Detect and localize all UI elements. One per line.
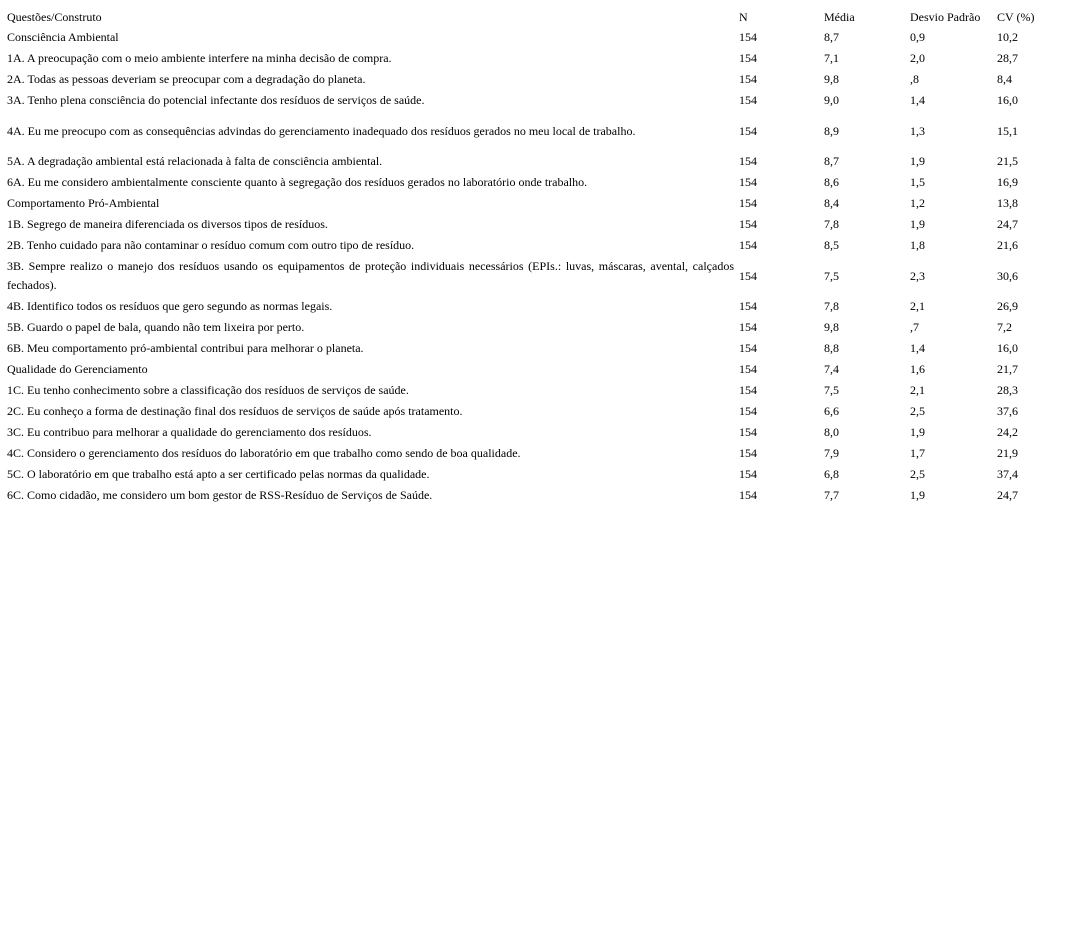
- table-row: [6, 401, 1082, 422]
- std-dev-cell: 1,4: [910, 93, 925, 107]
- statistics-table-container: [6, 8, 1082, 506]
- table-row: [6, 422, 1082, 443]
- cv-cell: 13,8: [997, 196, 1018, 210]
- std-dev-cell: 1,6: [910, 362, 925, 376]
- mean-cell: 7,8: [824, 299, 839, 313]
- n-cell: 154: [739, 488, 757, 502]
- n-cell: 154: [739, 196, 757, 210]
- std-dev-cell: 2,1: [910, 383, 925, 397]
- cv-cell: 28,7: [997, 51, 1018, 65]
- n-cell: 154: [739, 123, 757, 138]
- cv-cell: 16,0: [997, 341, 1018, 355]
- question-cell: 2B. Tenho cuidado para não contaminar o resíduo comum com outro tipo de resíduo.: [7, 238, 415, 252]
- std-dev-cell: 2,3: [910, 268, 925, 283]
- table-row: [6, 27, 1082, 48]
- cv-cell: 28,3: [997, 383, 1018, 397]
- mean-cell: 7,8: [824, 217, 839, 231]
- cv-cell: 16,9: [997, 175, 1018, 189]
- std-dev-cell: 2,0: [910, 51, 925, 65]
- mean-cell: 9,8: [824, 72, 839, 86]
- table-row: [6, 338, 1082, 359]
- cv-cell: 16,0: [997, 93, 1018, 107]
- table-row: [6, 193, 1082, 214]
- header-n: N: [739, 10, 748, 24]
- table-row: [6, 48, 1082, 69]
- mean-cell: 7,9: [824, 446, 839, 460]
- std-dev-cell: 2,5: [910, 467, 925, 481]
- std-dev-cell: 1,9: [910, 154, 925, 168]
- table-row: [6, 443, 1082, 464]
- question-cell: 6C. Como cidadão, me considero um bom gestor de RSS-Resíduo de Serviços de Saúde.: [7, 488, 433, 502]
- std-dev-cell: 1,9: [910, 425, 925, 439]
- cv-cell: 24,7: [997, 217, 1018, 231]
- mean-cell: 8,6: [824, 175, 839, 189]
- cv-cell: 21,9: [997, 446, 1018, 460]
- question-cell: 4B. Identifico todos os resíduos que gero segundo as normas legais.: [7, 299, 333, 313]
- n-cell: 154: [739, 72, 757, 86]
- question-cell: 6A. Eu me considero ambientalmente consciente quanto à segregação dos resíduos gerados no laboratório onde trabalho.: [7, 175, 588, 189]
- mean-cell: 8,7: [824, 154, 839, 168]
- question-cell: Qualidade do Gerenciamento: [7, 362, 148, 376]
- cv-cell: 24,2: [997, 425, 1018, 439]
- cv-cell: 21,7: [997, 362, 1018, 376]
- cv-cell: 37,6: [997, 404, 1018, 418]
- std-dev-cell: 1,8: [910, 238, 925, 252]
- std-dev-cell: ,8: [910, 72, 919, 86]
- mean-cell: 7,1: [824, 51, 839, 65]
- n-cell: 154: [739, 362, 757, 376]
- mean-cell: 8,8: [824, 341, 839, 355]
- table-row: [6, 90, 1082, 111]
- mean-cell: 8,9: [824, 123, 839, 138]
- question-cell: 2C. Eu conheço a forma de destinação final dos resíduos de serviços de saúde após tratamento.: [7, 404, 463, 418]
- table-row: [6, 111, 1082, 151]
- n-cell: 154: [739, 341, 757, 355]
- n-cell: 154: [739, 238, 757, 252]
- mean-cell: 7,5: [824, 268, 839, 283]
- cv-cell: 21,5: [997, 154, 1018, 168]
- question-cell: 4A. Eu me preocupo com as consequências advindas do gerenciamento inadequado dos resíduos gerados no meu local de trabalho.: [7, 123, 636, 138]
- n-cell: 154: [739, 175, 757, 189]
- question-cell: 2A. Todas as pessoas deveriam se preocupar com a degradação do planeta.: [7, 72, 366, 86]
- table-row: [6, 317, 1082, 338]
- question-cell: 1C. Eu tenho conhecimento sobre a classificação dos resíduos de serviços de saúde.: [7, 383, 409, 397]
- n-cell: 154: [739, 446, 757, 460]
- mean-cell: 7,4: [824, 362, 839, 376]
- n-cell: 154: [739, 425, 757, 439]
- cv-cell: 8,4: [997, 72, 1012, 86]
- n-cell: 154: [739, 217, 757, 231]
- n-cell: 154: [739, 320, 757, 334]
- question-cell: 1A. A preocupação com o meio ambiente interfere na minha decisão de compra.: [7, 51, 392, 65]
- header-mean: Média: [824, 10, 855, 24]
- question-cell: 4C. Considero o gerenciamento dos resíduos do laboratório em que trabalho como sendo de boa qualidade.: [7, 446, 521, 460]
- question-cell: Comportamento Pró-Ambiental: [7, 196, 160, 210]
- std-dev-cell: 1,9: [910, 217, 925, 231]
- mean-cell: 8,4: [824, 196, 839, 210]
- n-cell: 154: [739, 404, 757, 418]
- mean-cell: 6,6: [824, 404, 839, 418]
- cv-cell: 7,2: [997, 320, 1012, 334]
- table-row: [6, 235, 1082, 256]
- table-row: [6, 256, 1082, 296]
- cv-cell: 10,2: [997, 30, 1018, 44]
- header-std-dev: Desvio Padrão: [910, 10, 981, 24]
- mean-cell: 7,5: [824, 383, 839, 397]
- cv-cell: 15,1: [997, 123, 1018, 138]
- std-dev-cell: 1,9: [910, 488, 925, 502]
- table-header-row: [6, 8, 1082, 27]
- table-row: [6, 485, 1082, 506]
- table-row: [6, 151, 1082, 172]
- n-cell: 154: [739, 467, 757, 481]
- std-dev-cell: 1,4: [910, 341, 925, 355]
- n-cell: 154: [739, 383, 757, 397]
- std-dev-cell: ,7: [910, 320, 919, 334]
- std-dev-cell: 1,5: [910, 175, 925, 189]
- question-cell: 5A. A degradação ambiental está relacionada à falta de consciência ambiental.: [7, 154, 383, 168]
- mean-cell: 8,0: [824, 425, 839, 439]
- cv-cell: 24,7: [997, 488, 1018, 502]
- table-row: [6, 380, 1082, 401]
- n-cell: 154: [739, 299, 757, 313]
- mean-cell: 9,8: [824, 320, 839, 334]
- mean-cell: 9,0: [824, 93, 839, 107]
- cv-cell: 26,9: [997, 299, 1018, 313]
- table-row: [6, 359, 1082, 380]
- question-cell: 5C. O laboratório em que trabalho está apto a ser certificado pelas normas da qualidade.: [7, 467, 430, 481]
- table-row: [6, 69, 1082, 90]
- table-row: [6, 464, 1082, 485]
- cv-cell: 37,4: [997, 467, 1018, 481]
- table-row: [6, 214, 1082, 235]
- mean-cell: 6,8: [824, 467, 839, 481]
- mean-cell: 8,5: [824, 238, 839, 252]
- n-cell: 154: [739, 93, 757, 107]
- question-cell: 3A. Tenho plena consciência do potencial infectante dos resíduos de serviços de saúde.: [7, 93, 425, 107]
- header-question: Questões/Construto: [7, 10, 102, 24]
- table-body: [6, 27, 1082, 506]
- n-cell: 154: [739, 30, 757, 44]
- question-cell: 5B. Guardo o papel de bala, quando não tem lixeira por perto.: [7, 320, 305, 334]
- cv-cell: 21,6: [997, 238, 1018, 252]
- mean-cell: 8,7: [824, 30, 839, 44]
- question-cell: 3B. Sempre realizo o manejo dos resíduos usando os equipamentos de proteção individuais necessários (EPIs.: luvas, máscaras, avental, calçados fechados).: [7, 259, 734, 292]
- std-dev-cell: 1,3: [910, 123, 925, 138]
- n-cell: 154: [739, 268, 757, 283]
- table-row: [6, 296, 1082, 317]
- cv-cell: 30,6: [997, 268, 1018, 283]
- question-cell: 3C. Eu contribuo para melhorar a qualidade do gerenciamento dos resíduos.: [7, 425, 372, 439]
- mean-cell: 7,7: [824, 488, 839, 502]
- table-row: [6, 172, 1082, 193]
- n-cell: 154: [739, 154, 757, 168]
- std-dev-cell: 2,5: [910, 404, 925, 418]
- std-dev-cell: 0,9: [910, 30, 925, 44]
- statistics-table: [6, 8, 1082, 506]
- std-dev-cell: 1,7: [910, 446, 925, 460]
- question-cell: Consciência Ambiental: [7, 30, 119, 44]
- header-cv: CV (%): [997, 10, 1035, 24]
- std-dev-cell: 1,2: [910, 196, 925, 210]
- std-dev-cell: 2,1: [910, 299, 925, 313]
- question-cell: 6B. Meu comportamento pró-ambiental contribui para melhorar o planeta.: [7, 341, 364, 355]
- question-cell: 1B. Segrego de maneira diferenciada os diversos tipos de resíduos.: [7, 217, 328, 231]
- n-cell: 154: [739, 51, 757, 65]
